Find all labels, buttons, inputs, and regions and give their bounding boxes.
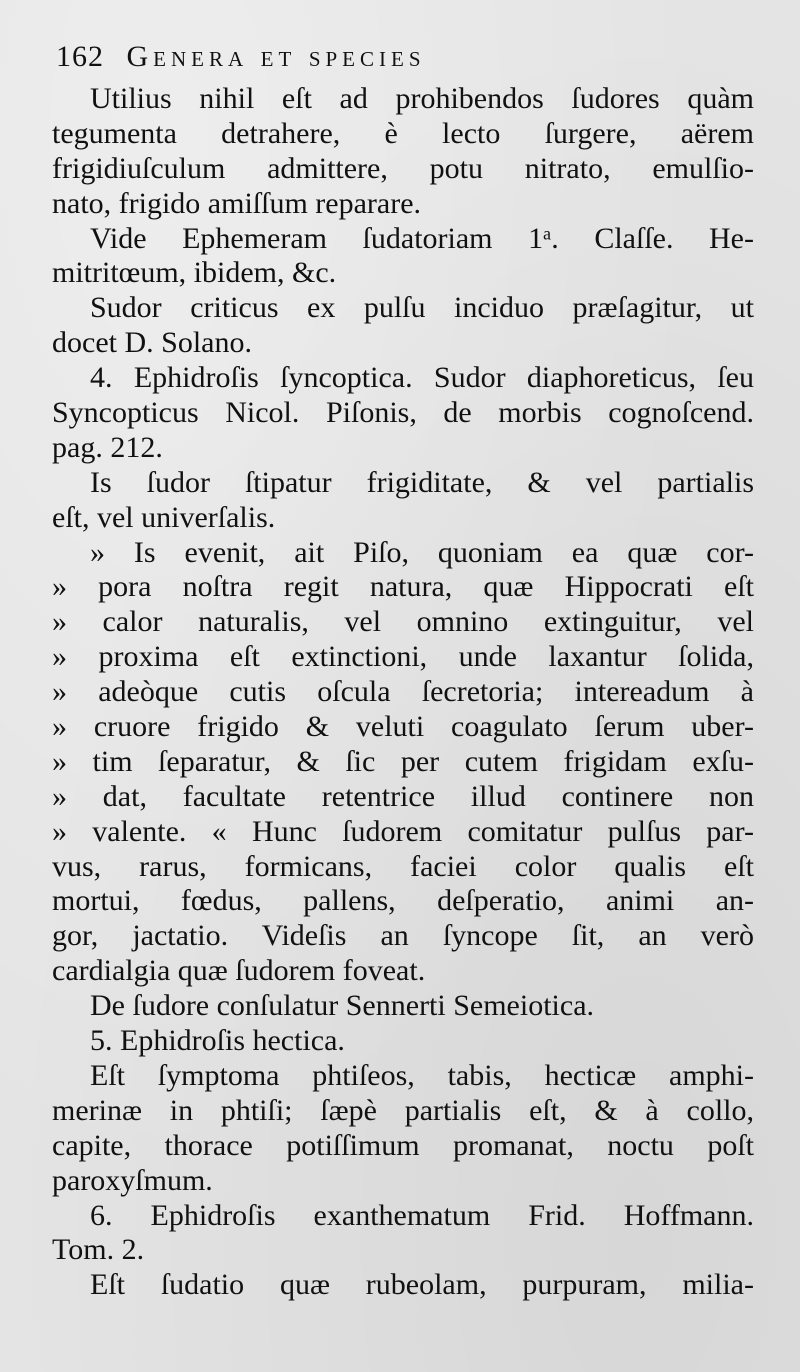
text-line: 4. Ephidroſis ſyncoptica. Sudor diaphoreticus, ſeu [90, 361, 754, 395]
quote-line: » adeòque cutis oſcula ſecretoria; intereadum à [52, 675, 754, 709]
quote-line: » dat, facultate retentrice illud continere non [52, 779, 754, 813]
quote-line: » cruore frigido & veluti coagulato ſerum uber- [52, 710, 754, 744]
text-line: mitritœum, ibidem, &c. [52, 256, 337, 290]
quote-line: » valente. « Hunc ſudorem comitatur pulſus par- [52, 814, 754, 848]
text-line: Vide Ephemeram ſudatoriam 1ᵃ. Claſſe. He- [90, 221, 754, 255]
page-number: 162 [56, 40, 104, 73]
text-line: nato, frigido amiſſum reparare. [52, 186, 422, 220]
text-line: Eſt ſymptoma phtiſeos, tabis, hecticæ amphi- [90, 1058, 754, 1092]
text-line: Tom. 2. [52, 1233, 145, 1267]
body-text [52, 82, 754, 1303]
text-line: merinæ in phtiſi; ſæpè partialis eſt, & à collo, [52, 1093, 754, 1127]
quote-line: » proxima eſt extinctioni, unde laxantur ſolida, [52, 640, 754, 674]
running-title: Genera et species [126, 40, 426, 73]
text-line: Syncopticus Nicol. Piſonis, de morbis cognoſcend. [52, 396, 754, 430]
text-line: Is ſudor ſtipatur frigiditate, & vel partialis [90, 465, 754, 499]
running-header [56, 40, 426, 74]
quote-line: » calor naturalis, vel omnino extinguitur, vel [52, 605, 754, 639]
text-line: pag. 212. [52, 430, 163, 464]
section-heading: 5. Ephidroſis hectica. [90, 1024, 345, 1058]
text-line: docet D. Solano. [52, 326, 252, 360]
quote-line: » Is evenit, ait Piſo, quoniam ea quæ cor- [90, 535, 754, 569]
text-line: Utilius nihil eſt ad prohibendos ſudores quàm [90, 82, 754, 115]
text-line: Sudor criticus ex pulſu inciduo præſagitur, ut [90, 291, 754, 325]
text-line: vus, rarus, formicans, faciei color qualis eſt [52, 849, 754, 883]
text-line: gor, jactatio. Videſis an ſyncope ſit, an verò [52, 919, 754, 953]
text-line: paroxyſmum. [52, 1163, 213, 1197]
text-line: cardialgia quæ ſudorem foveat. [52, 954, 426, 988]
text-line: frigidiuſculum admittere, potu nitrato, emulſio- [52, 151, 754, 185]
text-line: capite, thorace potiſſimum promanat, noctu poſt [52, 1128, 754, 1162]
text-line: tegumenta detrahere, è lecto ſurgere, aërem [52, 116, 754, 150]
quote-line: » tim ſeparatur, & ſic per cutem frigidam exſu- [52, 744, 754, 778]
section-heading: 6. Ephidroſis exanthematum Frid. Hoffmann. [90, 1198, 754, 1232]
text-line: Eſt ſudatio quæ rubeolam, purpuram, milia- [90, 1268, 754, 1302]
text-line: eſt, vel univerſalis. [52, 500, 276, 534]
quote-line: » pora noſtra regit natura, quæ Hippocrati eſt [52, 570, 754, 604]
text-line: mortui, fœdus, pallens, deſperatio, animi an- [52, 884, 754, 918]
text-line: De ſudore conſulatur Sennerti Semeiotica. [90, 989, 595, 1023]
